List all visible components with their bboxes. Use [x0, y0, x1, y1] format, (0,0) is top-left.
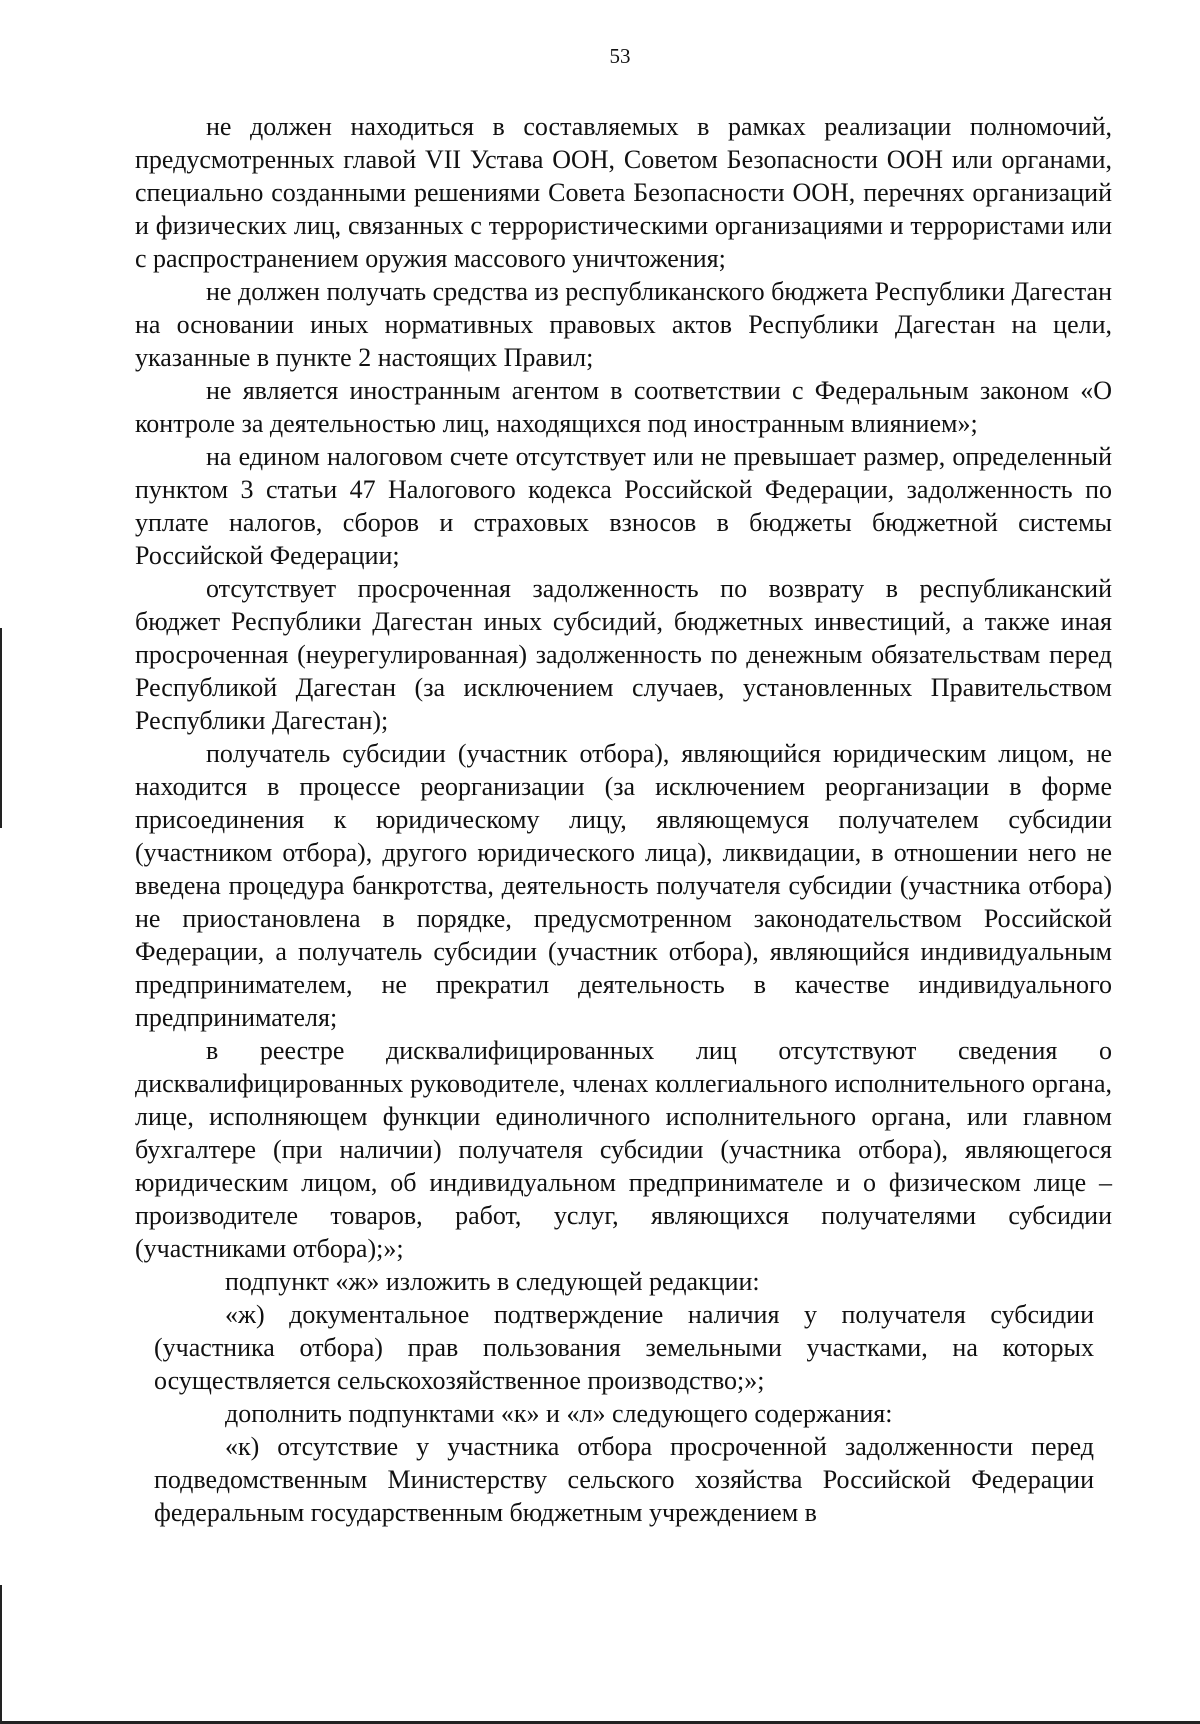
document-body [135, 110, 1112, 1529]
paragraph: не должен получать средства из республиканского бюджета Республики Дагестан на основании иных нормативных правовых актов Республики Дагестан на цели, указанные в пункте 2 настоящих Правил; [135, 277, 1112, 372]
paragraph: дополнить подпунктами «к» и «л» следующего содержания: [225, 1399, 893, 1428]
paragraph: в реестре дисквалифицированных лиц отсутствуют сведения о дисквалифицированных руководителе, членах коллегиального исполнительного органа, лице, исполняющем функции единоличного исполнительного органа, или главном бухгалтере (при наличии) получателя субсидии (участника отбора), являющегося юридическим лицом, об индивидуальном предпринимателе и о физическом лице – производителе товаров, работ, услуг, являющихся получателями субсидии (участниками отбора);»; [135, 1036, 1112, 1263]
paragraph: отсутствует просроченная задолженность по возврату в республиканский бюджет Республики Дагестан иных субсидий, бюджетных инвестиций, а также иная просроченная (неурегулированная) задолженность по денежным обязательствам перед Республикой Дагестан (за исключением случаев, установленных Правительством Республики Дагестан); [135, 574, 1112, 735]
paragraph: на едином налоговом счете отсутствует или не превышает размер, определенный пунктом 3 статьи 47 Налогового кодекса Российской Федерации, задолженность по уплате налогов, сборов и страховых взносов в бюджеты бюджетной системы Российской Федерации; [135, 442, 1112, 570]
paragraph: «ж) документальное подтверждение наличия у получателя субсидии (участника отбора) прав пользования земельными участками, на которых осуществляется сельскохозяйственное производство;»; [154, 1300, 1094, 1395]
scan-edge-mark [0, 628, 2, 828]
paragraph: «к) отсутствие у участника отбора просроченной задолженности перед подведомственным Министерству сельского хозяйства Российской Федерации федеральным государственным бюджетным учреждением в [154, 1432, 1094, 1527]
paragraph: получатель субсидии (участник отбора), являющийся юридическим лицом, не находится в процессе реорганизации (за исключением реорганизации в форме присоединения к юридическому лицу, являющемуся получателем субсидии (участником отбора), другого юридического лица), ликвидации, в отношении него не введена процедура банкротства, деятельность получателя субсидии (участника отбора) не приостановлена в порядке, предусмотренном законодательством Российской Федерации, а получатель субсидии (участник отбора), являющийся индивидуальным предпринимателем, не прекратил деятельность в качестве индивидуального предпринимателя; [135, 739, 1112, 1032]
paragraph: не должен находиться в составляемых в рамках реализации полномочий, предусмотренных главой VII Устава ООН, Советом Безопасности ООН или органами, специально созданными решениями Совета Безопасности ООН, перечнях организаций и физических лиц, связанных с террористическими организациями и террористами или с распространением оружия массового уничтожения; [135, 112, 1112, 273]
page-number: 53 [609, 44, 631, 68]
scan-edge-mark [0, 1585, 2, 1724]
paragraph: подпункт «ж» изложить в следующей редакции: [225, 1267, 760, 1296]
paragraph: не является иностранным агентом в соответствии с Федеральным законом «О контроле за деятельностью лиц, находящихся под иностранным влиянием»; [135, 376, 1112, 438]
